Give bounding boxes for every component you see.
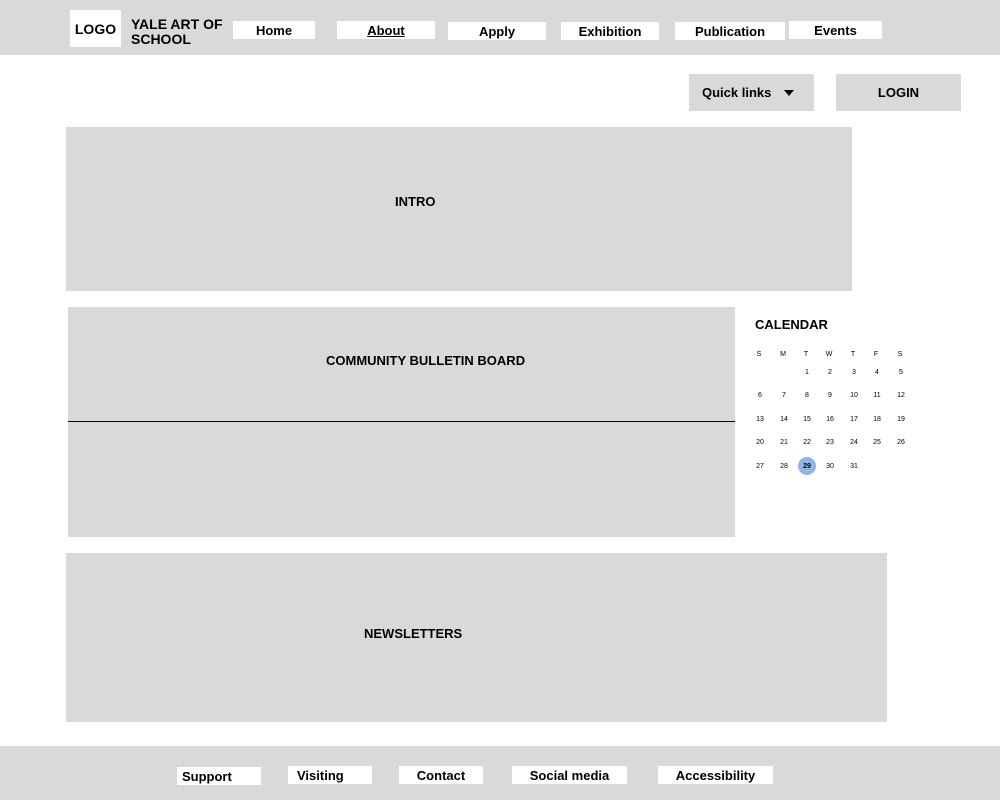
site-name: YALE ART OF SCHOOL (131, 16, 223, 47)
calendar-day[interactable]: 30 (826, 462, 834, 470)
calendar-day[interactable]: 27 (756, 462, 764, 470)
calendar-day[interactable]: 24 (850, 439, 858, 446)
nav-apply[interactable]: Apply (448, 22, 546, 40)
quick-links-dropdown[interactable] (689, 74, 814, 111)
footer (0, 746, 1000, 800)
calendar-day[interactable]: 26 (897, 439, 905, 446)
calendar-day[interactable]: 1 (805, 368, 809, 376)
footer-accessibility-link[interactable]: Accessibility (658, 766, 773, 784)
calendar-day[interactable]: 17 (850, 415, 858, 423)
nav-events[interactable]: Events (789, 21, 882, 39)
bulletin-title: COMMUNITY BULLETIN BOARD (326, 353, 526, 368)
calendar-day[interactable]: 3 (852, 368, 856, 376)
calendar-day[interactable]: 20 (756, 439, 764, 446)
nav-exhibition[interactable]: Exhibition (561, 22, 659, 40)
calendar-day[interactable]: 31 (850, 462, 858, 470)
calendar-day[interactable]: 8 (805, 392, 809, 399)
calendar-day[interactable]: 18 (873, 415, 881, 423)
newsletters-title: NEWSLETTERS (364, 626, 463, 641)
top-header (0, 0, 1000, 55)
footer-visiting-link[interactable]: Visiting (288, 766, 372, 784)
nav-about[interactable]: About (337, 21, 435, 39)
chevron-down-icon (784, 90, 794, 96)
calendar-day[interactable]: 9 (828, 392, 832, 399)
calendar-weekday: T (803, 350, 809, 358)
calendar-weekday: S (897, 350, 903, 358)
calendar-day[interactable]: 5 (899, 368, 903, 376)
nav-home[interactable]: Home (233, 21, 315, 39)
calendar-title: CALENDAR (755, 317, 828, 332)
calendar-weekday: T (850, 350, 856, 358)
footer-social-media-link[interactable]: Social media (512, 766, 627, 784)
login-button[interactable]: LOGIN (836, 74, 961, 111)
calendar-day-selected[interactable]: 29 (798, 457, 816, 475)
calendar-day[interactable]: 15 (803, 415, 811, 423)
calendar-day[interactable]: 25 (873, 439, 881, 446)
calendar-day[interactable]: 23 (826, 439, 834, 446)
intro-section (66, 127, 852, 291)
calendar-weekday: M (780, 350, 786, 358)
footer-contact-link[interactable]: Contact (399, 766, 483, 784)
calendar-day[interactable]: 10 (850, 392, 858, 399)
calendar-weekday: F (873, 350, 879, 358)
calendar-day[interactable]: 13 (756, 415, 764, 423)
bulletin-divider (68, 421, 735, 422)
calendar-day[interactable]: 7 (782, 392, 786, 399)
calendar-day[interactable]: 6 (758, 392, 762, 399)
calendar-day[interactable]: 12 (897, 392, 905, 399)
calendar-day[interactable]: 19 (897, 415, 905, 423)
intro-title: INTRO (395, 194, 436, 209)
nav-publication[interactable]: Publication (675, 22, 785, 40)
community-bulletin-board (68, 307, 735, 537)
newsletters-section (66, 553, 887, 722)
quick-links-label: Quick links (702, 85, 772, 100)
calendar-day[interactable]: 11 (873, 392, 881, 399)
calendar-day[interactable]: 4 (875, 368, 879, 376)
calendar-day[interactable]: 2 (828, 368, 832, 376)
calendar-day[interactable]: 14 (780, 415, 788, 423)
calendar-day[interactable]: 22 (803, 439, 811, 446)
calendar-day[interactable]: 28 (780, 462, 788, 470)
calendar-day[interactable]: 21 (780, 439, 788, 446)
calendar-day[interactable]: 16 (826, 415, 834, 423)
calendar-weekday: W (825, 350, 833, 358)
footer-support-link[interactable]: Support (177, 767, 261, 785)
logo[interactable]: LOGO (70, 10, 121, 47)
calendar-weekday: S (756, 350, 762, 358)
